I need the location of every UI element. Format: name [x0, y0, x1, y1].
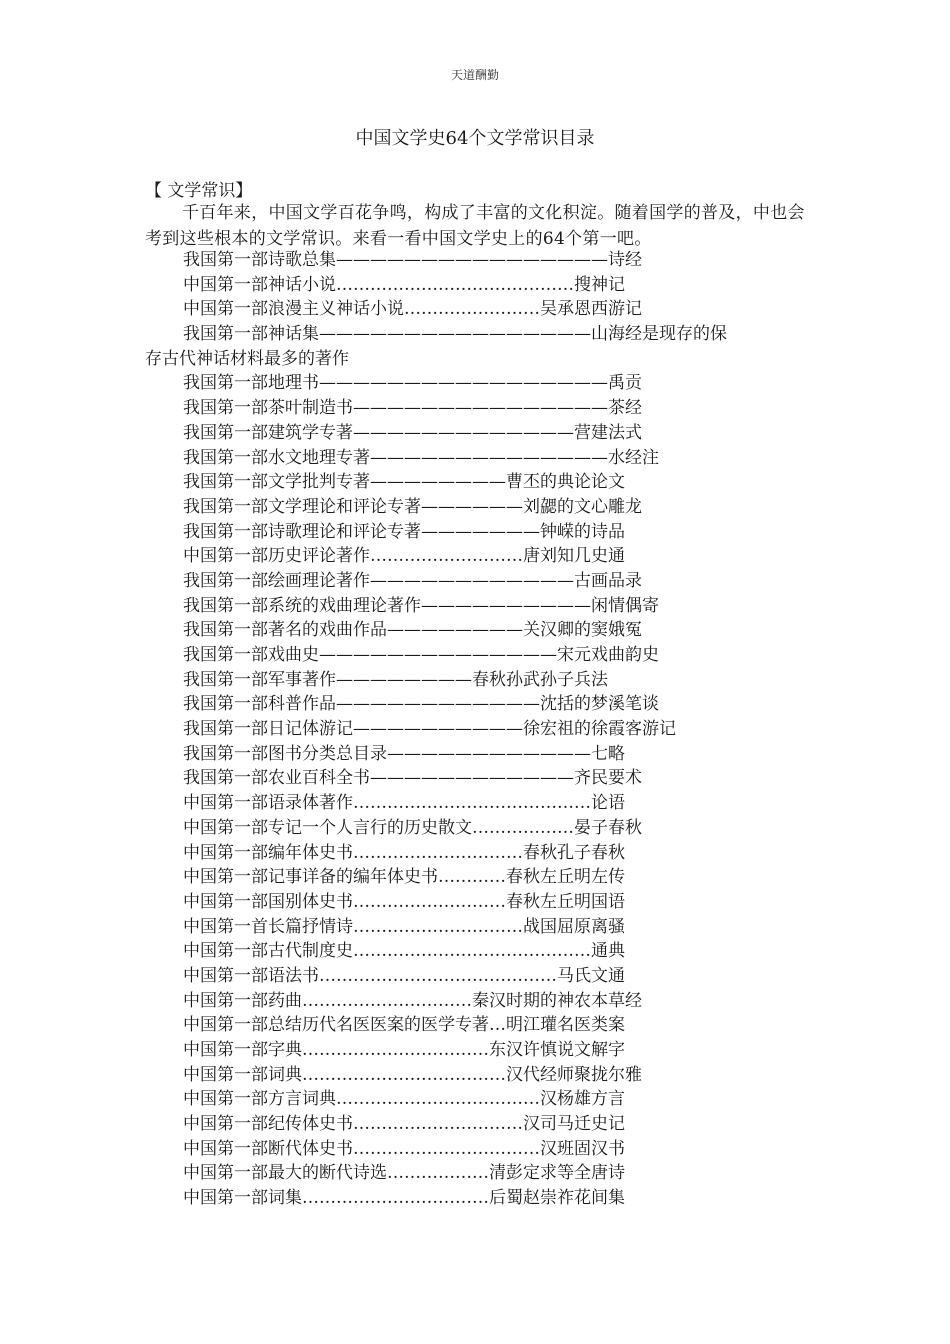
entry-title: 中国第一部神话小说 — [183, 274, 336, 295]
entry-leader: …………………………… — [302, 1040, 489, 1061]
list-item — [183, 1087, 813, 1112]
entry-title: 中国第一首长篇抒情诗 — [183, 916, 353, 937]
entry-title: 我国第一部著名的戏曲作品 — [183, 620, 387, 641]
entry-answer: 营建法式 — [574, 422, 642, 443]
entry-leader: ——————————————— — [353, 398, 608, 419]
entry-answer: 闲情偶寄 — [591, 595, 659, 616]
entry-title: 我国第一部地理书 — [183, 373, 319, 394]
entry-answer: 搜神记 — [574, 274, 625, 295]
entry-title: 我国第一部系统的戏曲理论著作 — [183, 595, 421, 616]
list-item — [183, 618, 813, 643]
entry-leader: ———————————————— — [319, 324, 591, 345]
entry-leader: ———————————— — [387, 743, 591, 764]
entry-answer: 茶经 — [608, 398, 642, 419]
entry-leader: …………………………………… — [353, 941, 591, 962]
entry-answer: 晏子春秋 — [574, 817, 642, 838]
entry-title: 我国第一部神话集 — [183, 324, 319, 345]
list-item — [183, 1013, 813, 1038]
entry-leader: ………… — [438, 867, 506, 888]
entry-answer: 刘勰的文心雕龙 — [523, 496, 642, 517]
entry-leader: ……………………… — [370, 546, 523, 567]
entry-title: 我国第一部文学理论和评论专著 — [183, 496, 421, 517]
entry-answer: 古画品录 — [574, 570, 642, 591]
list-item — [183, 816, 813, 841]
entry-answer: 齐民要术 — [574, 768, 642, 789]
entry-title: 中国第一部国别体史书 — [183, 891, 353, 912]
entry-title: 我国第一部图书分类总目录 — [183, 743, 387, 764]
intro-paragraph: 千百年来，中国文学百花争鸣，构成了丰富的文化积淀。随着国学的普及，中也会考到这些根本的文学常识。来看一看中国文学史上的64个第一吧。 — [145, 203, 805, 249]
entry-leader: ———————— — [336, 669, 472, 690]
list-item — [183, 396, 813, 421]
list-item — [183, 446, 813, 471]
entry-answer: 通典 — [591, 941, 625, 962]
entry-continuation: 存古代神话材料最多的著作 — [145, 348, 349, 369]
entry-leader: ———————————————— — [336, 250, 608, 270]
entry-leader: ……………………………… — [336, 1089, 540, 1110]
entry-title: 我国第一部诗歌理论和评论专著 — [183, 521, 421, 542]
entry-answer: 春秋左丘明左传 — [506, 867, 625, 888]
section-label: 【 文学常识】 — [145, 181, 253, 201]
list-item — [183, 692, 813, 717]
entry-title: 我国第一部农业百科全书 — [183, 768, 370, 789]
entry-title: 中国第一部词典 — [183, 1064, 302, 1085]
entry-leader: —————————————— — [370, 447, 608, 468]
entry-answer: 吴承恩西游记 — [540, 299, 642, 320]
list-item — [183, 470, 813, 495]
entry-title: 中国第一部记事详备的编年体史书 — [183, 867, 438, 888]
list-item — [183, 544, 813, 569]
entry-leader: ……………… — [472, 817, 574, 838]
list-item — [183, 643, 813, 668]
entry-title: 中国第一部浪漫主义神话小说 — [183, 299, 404, 320]
entry-leader: —————————— — [421, 595, 591, 616]
entry-answer: 汉杨雄方言 — [540, 1089, 625, 1110]
entry-answer: 汉代经师聚拢尔雅 — [506, 1064, 642, 1085]
list-item — [183, 1137, 813, 1162]
entry-leader: ——————— — [421, 521, 540, 542]
entry-leader: —————— — [421, 496, 523, 517]
entry-leader: ———————— — [387, 620, 523, 641]
entry-title: 中国第一部纪传体史书 — [183, 1114, 353, 1135]
entry-answer: 诗经 — [608, 250, 642, 270]
entry-leader: —————————— — [353, 719, 523, 740]
entry-leader: ———————— — [370, 472, 506, 493]
entry-leader: ………………………… — [353, 842, 523, 863]
list-item — [183, 989, 813, 1014]
entry-title: 中国第一部专记一个人言行的历史散文 — [183, 817, 472, 838]
entry-answer: 宋元戏曲韵史 — [557, 645, 659, 666]
entry-answer: 春秋孔子春秋 — [523, 842, 625, 863]
list-item — [183, 1112, 813, 1137]
entry-answer: 春秋孙武孙子兵法 — [472, 669, 608, 690]
entry-leader: ………………………… — [353, 916, 523, 937]
entry-answer: 禹贡 — [608, 373, 642, 394]
list-item — [183, 1161, 813, 1186]
entry-leader: ———————————— — [336, 694, 540, 715]
entry-answer: 徐宏祖的徐霞客游记 — [523, 719, 676, 740]
entry-title: 中国第一部方言词典 — [183, 1089, 336, 1110]
entry-answer: 战国屈原离骚 — [523, 916, 625, 937]
entry-answer: 沈括的梦溪笔谈 — [540, 694, 659, 715]
list-item — [183, 495, 813, 520]
entry-leader: …………………………………… — [336, 274, 574, 295]
entry-title: 中国第一部编年体史书 — [183, 842, 353, 863]
entry-leader: …………………………… — [353, 1138, 540, 1159]
entry-list — [145, 248, 813, 1211]
entry-title: 我国第一部诗歌总集 — [183, 250, 336, 270]
entry-answer: 唐刘知几史通 — [523, 546, 625, 567]
entry-title: 我国第一部戏曲史 — [183, 645, 319, 666]
entry-leader: ………………………… — [302, 990, 472, 1011]
document-title: 中国文学史64个文学常识目录 — [355, 128, 595, 149]
entry-leader: ————————————— — [353, 422, 574, 443]
entry-title: 中国第一部历史评论著作 — [183, 546, 370, 567]
entry-answer: 春秋左丘明国语 — [506, 891, 625, 912]
list-item — [183, 297, 813, 322]
entry-leader: …………………………………… — [353, 793, 591, 814]
entry-leader: ———————————— — [370, 768, 574, 789]
entry-title: 我国第一部日记体游记 — [183, 719, 353, 740]
list-item — [183, 1063, 813, 1088]
list-item — [183, 915, 813, 940]
entry-leader: ———————————— — [370, 570, 574, 591]
entry-answer: 东汉许慎说文解字 — [489, 1040, 625, 1061]
entry-title: 中国第一部最大的断代诗选 — [183, 1163, 387, 1184]
entry-title: 中国第一部字典 — [183, 1040, 302, 1061]
list-item — [183, 594, 813, 619]
entry-title: 我国第一部水文地理专著 — [183, 447, 370, 468]
entry-title: 我国第一部建筑学专著 — [183, 422, 353, 443]
list-item — [183, 890, 813, 915]
entry-title: 中国第一部总结历代名医医案的医学专著 — [183, 1015, 489, 1036]
entry-answer: 论语 — [591, 793, 625, 814]
entry-answer: 钟嵘的诗品 — [540, 521, 625, 542]
entry-leader: … — [489, 1015, 506, 1036]
entry-title: 中国第一部语录体著作 — [183, 793, 353, 814]
entry-title: 我国第一部科普作品 — [183, 694, 336, 715]
entry-leader: —————————————— — [319, 645, 557, 666]
entry-answer: 马氏文通 — [557, 965, 625, 986]
list-item — [183, 964, 813, 989]
list-item — [183, 520, 813, 545]
list-item — [183, 841, 813, 866]
entry-leader: ……………………… — [353, 891, 506, 912]
entry-title: 我国第一部军事著作 — [183, 669, 336, 690]
entry-leader: ……………… — [387, 1163, 489, 1184]
entry-answer: 后蜀赵崇祚花间集 — [489, 1188, 625, 1209]
entry-answer: 秦汉时期的神农本草经 — [472, 990, 642, 1011]
list-item — [183, 273, 813, 298]
entry-title: 我国第一部文学批判专著 — [183, 472, 370, 493]
list-item — [183, 717, 813, 742]
list-item — [183, 766, 813, 791]
entry-answer: 清彭定求等全唐诗 — [489, 1163, 625, 1184]
entry-leader: ………………………… — [353, 1114, 523, 1135]
entry-leader: ————————————————— — [319, 373, 608, 394]
list-item — [183, 421, 813, 446]
entry-answer: 水经注 — [608, 447, 659, 468]
list-item — [183, 248, 813, 273]
entry-answer: 汉班固汉书 — [540, 1138, 625, 1159]
list-item — [183, 371, 813, 396]
entry-title: 中国第一部断代体史书 — [183, 1138, 353, 1159]
list-item — [183, 1186, 813, 1211]
entry-answer: 七略 — [591, 743, 625, 764]
list-item — [183, 668, 813, 693]
entry-leader: …………………………… — [302, 1188, 489, 1209]
entry-leader: …………………………………… — [319, 965, 557, 986]
list-item — [183, 1038, 813, 1063]
entry-title: 中国第一部语法书 — [183, 965, 319, 986]
entry-leader: ……………………………… — [302, 1064, 506, 1085]
entry-title: 中国第一部词集 — [183, 1188, 302, 1209]
entry-answer: 汉司马迁史记 — [523, 1114, 625, 1135]
entry-answer: 山海经是现存的保 — [591, 324, 727, 345]
page-header: 天道酬勤 — [450, 68, 499, 82]
list-item — [183, 791, 813, 816]
list-item — [183, 865, 813, 890]
list-item — [183, 939, 813, 964]
entry-answer: 明江瓘名医类案 — [506, 1015, 625, 1036]
entry-answer: 关汉卿的窦娥冤 — [523, 620, 642, 641]
list-item — [183, 742, 813, 767]
list-item — [183, 569, 813, 594]
entry-title: 中国第一部古代制度史 — [183, 941, 353, 962]
entry-title: 我国第一部茶叶制造书 — [183, 398, 353, 419]
entry-leader: …………………… — [404, 299, 540, 320]
list-item — [145, 322, 813, 371]
entry-answer: 曹丕的典论论文 — [506, 472, 625, 493]
entry-title: 我国第一部绘画理论著作 — [183, 570, 370, 591]
entry-title: 中国第一部药曲 — [183, 990, 302, 1011]
